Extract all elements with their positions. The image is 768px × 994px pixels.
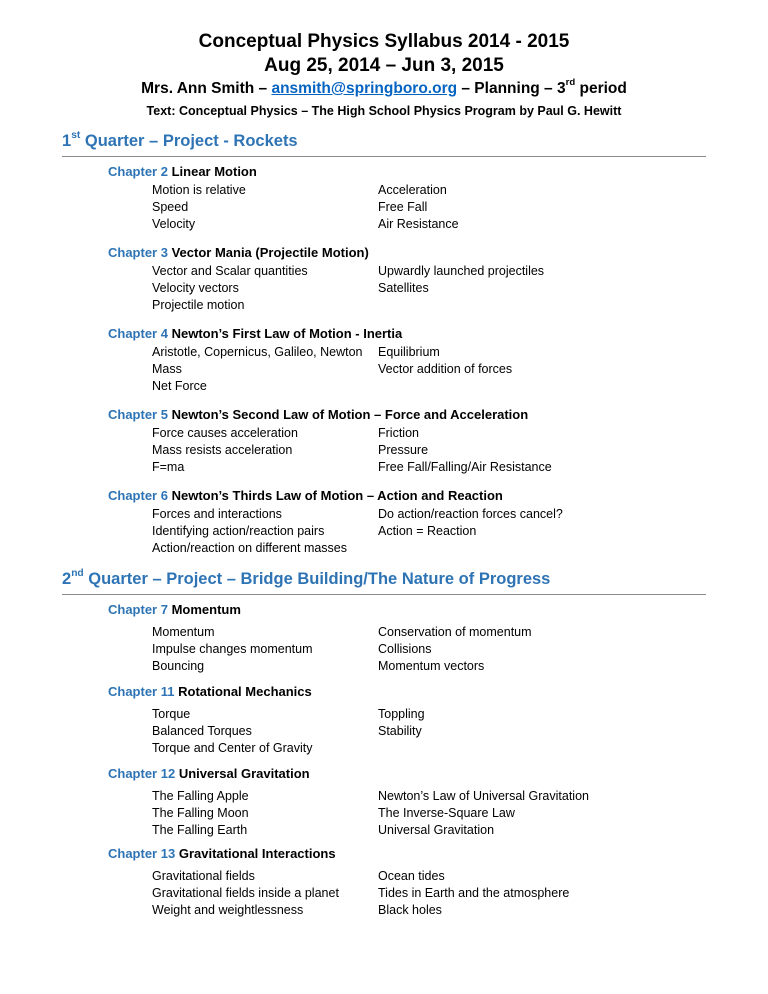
topic-item: Net Force <box>152 379 207 393</box>
chapter-number: Chapter 4 <box>108 326 168 341</box>
topic-item: Universal Gravitation <box>378 823 495 837</box>
topic-item: Aristotle, Copernicus, Galileo, Newton <box>152 345 363 359</box>
topic-item: The Inverse-Square Law <box>378 806 515 820</box>
topic-item: Acceleration <box>378 183 447 197</box>
topics-column-right <box>378 788 638 839</box>
chapter-title: Newton’s Thirds Law of Motion – Action and Reaction <box>171 488 503 503</box>
chapter-block <box>108 406 638 476</box>
textbook-line: Text: Conceptual Physics – The High School Physics Program by Paul G. Hewitt <box>146 104 622 118</box>
topics-column-right <box>378 624 638 675</box>
topic-item: Vector addition of forces <box>378 362 513 376</box>
chapter-topics <box>152 788 638 839</box>
topic-item: Free Fall <box>378 200 428 214</box>
topic-item: Gravitational fields <box>152 869 255 883</box>
topic-item: The Falling Apple <box>152 789 249 803</box>
topic-item: Velocity <box>152 217 196 231</box>
chapter-title: Gravitational Interactions <box>178 846 336 861</box>
chapter-number: Chapter 13 <box>108 846 176 861</box>
planning-sup: rd <box>565 77 576 89</box>
chapter-title: Linear Motion <box>171 164 257 179</box>
chapter-block <box>108 163 638 233</box>
topic-item: Upwardly launched projectiles <box>378 264 545 278</box>
topic-item: F=ma <box>152 460 185 474</box>
topics-column-left <box>152 425 378 476</box>
topic-item: Collisions <box>378 642 432 656</box>
topic-item: Ocean tides <box>378 869 445 883</box>
topic-item: The Falling Moon <box>152 806 249 820</box>
quarter-1-heading <box>62 130 706 157</box>
chapter-title: Vector Mania (Projectile Motion) <box>171 245 369 260</box>
chapter-topics <box>152 706 638 757</box>
chapter-number: Chapter 3 <box>108 245 168 260</box>
chapter-heading <box>108 244 638 262</box>
topic-item: Pressure <box>378 443 429 457</box>
teacher-name: Mrs. Ann Smith – <box>141 80 272 97</box>
topic-item: Tides in Earth and the atmosphere <box>378 886 570 900</box>
topic-item: Momentum vectors <box>378 659 485 673</box>
chapter-heading <box>108 601 638 619</box>
chapter-block <box>108 487 638 557</box>
topic-item: Momentum <box>152 625 215 639</box>
topic-item: Velocity vectors <box>152 281 239 295</box>
topic-item: Do action/reaction forces cancel? <box>378 507 563 521</box>
chapter-number: Chapter 5 <box>108 407 168 422</box>
topic-item: Vector and Scalar quantities <box>152 264 308 278</box>
syllabus-dates: Aug 25, 2014 – Jun 3, 2015 <box>264 55 504 76</box>
topic-item: Motion is relative <box>152 183 246 197</box>
chapter-block <box>108 601 638 675</box>
topics-column-left <box>152 263 378 314</box>
topic-item: Force causes acceleration <box>152 426 298 440</box>
chapter-number: Chapter 7 <box>108 602 168 617</box>
chapter-block <box>108 683 638 757</box>
chapter-heading <box>108 406 638 424</box>
topic-item: Weight and weightlessness <box>152 903 304 917</box>
topic-item: Gravitational fields inside a planet <box>152 886 339 900</box>
topic-item: Satellites <box>378 281 429 295</box>
topic-item: Forces and interactions <box>152 507 282 521</box>
topics-column-right <box>378 706 638 757</box>
topics-column-left <box>152 624 378 675</box>
syllabus-title: Conceptual Physics Syllabus 2014 - 2015 <box>198 31 570 52</box>
chapter-number: Chapter 12 <box>108 766 176 781</box>
chapter-block <box>108 765 638 839</box>
topics-column-left <box>152 344 378 395</box>
chapter-title: Universal Gravitation <box>178 766 310 781</box>
topic-item: Toppling <box>378 707 425 721</box>
topic-item: Action/reaction on different masses <box>152 541 348 555</box>
topics-column-left <box>152 182 378 233</box>
chapter-heading <box>108 765 638 783</box>
chapter-topics <box>152 506 638 557</box>
topic-item: Action = Reaction <box>378 524 477 538</box>
topic-item: Conservation of momentum <box>378 625 532 639</box>
chapter-title: Newton’s Second Law of Motion – Force and Acceleration <box>171 407 529 422</box>
topic-item: Equilibrium <box>378 345 440 359</box>
chapter-topics <box>152 425 638 476</box>
quarter-label: Quarter – Project – Bridge Building/The Nature of Progress <box>83 570 551 588</box>
topic-item: Bouncing <box>152 659 205 673</box>
topic-item: Mass resists acceleration <box>152 443 293 457</box>
topic-item: The Falling Earth <box>152 823 248 837</box>
quarter-label: Quarter – Project - Rockets <box>80 132 298 150</box>
topics-column-right <box>378 868 638 919</box>
topic-item: Torque and Center of Gravity <box>152 741 313 755</box>
chapter-topics <box>152 263 638 314</box>
topics-column-left <box>152 868 378 919</box>
topic-item: Identifying action/reaction pairs <box>152 524 325 538</box>
chapter-number: Chapter 2 <box>108 164 168 179</box>
teacher-line <box>0 78 768 100</box>
chapter-heading <box>108 845 638 863</box>
chapter-title: Rotational Mechanics <box>178 684 312 699</box>
topic-item: Impulse changes momentum <box>152 642 313 656</box>
topics-column-right <box>378 506 638 557</box>
chapter-title: Momentum <box>171 602 241 617</box>
chapter-topics <box>152 868 638 919</box>
topic-item: Black holes <box>378 903 442 917</box>
topics-column-right <box>378 182 638 233</box>
chapter-number: Chapter 6 <box>108 488 168 503</box>
topic-item: Friction <box>378 426 419 440</box>
chapter-title: Newton’s First Law of Motion - Inertia <box>171 326 403 341</box>
chapter-block <box>108 845 638 919</box>
topics-column-right <box>378 344 638 395</box>
planning-text: – Planning – 3 <box>457 80 566 97</box>
chapter-block <box>108 325 638 395</box>
chapter-heading <box>108 325 638 343</box>
chapter-heading <box>108 163 638 181</box>
topics-column-left <box>152 506 378 557</box>
topics-column-right <box>378 425 638 476</box>
chapter-heading <box>108 487 638 505</box>
quarter-number-sup: nd <box>71 567 84 579</box>
quarter-2-heading <box>62 568 706 595</box>
topic-item: Projectile motion <box>152 298 245 312</box>
teacher-email-link[interactable]: ansmith@springboro.org <box>271 80 458 97</box>
quarter-number-sup: st <box>71 129 81 141</box>
topic-item: Torque <box>152 707 191 721</box>
chapter-topics <box>152 182 638 233</box>
topic-item: Newton’s Law of Universal Gravitation <box>378 789 589 803</box>
chapter-topics <box>152 344 638 395</box>
topic-item: Mass <box>152 362 182 376</box>
topic-item: Free Fall/Falling/Air Resistance <box>378 460 552 474</box>
quarter-number: 1 <box>62 132 72 150</box>
topic-item: Speed <box>152 200 189 214</box>
chapter-number: Chapter 11 <box>108 684 175 699</box>
topics-column-left <box>152 706 378 757</box>
topic-item: Stability <box>378 724 422 738</box>
topic-item: Balanced Torques <box>152 724 252 738</box>
quarter-number: 2 <box>62 570 72 588</box>
topic-item: Air Resistance <box>378 217 459 231</box>
period-text: period <box>575 80 627 97</box>
chapter-topics <box>152 624 638 675</box>
topics-column-right <box>378 263 638 314</box>
topics-column-left <box>152 788 378 839</box>
chapter-heading <box>108 683 638 701</box>
chapter-block <box>108 244 638 314</box>
